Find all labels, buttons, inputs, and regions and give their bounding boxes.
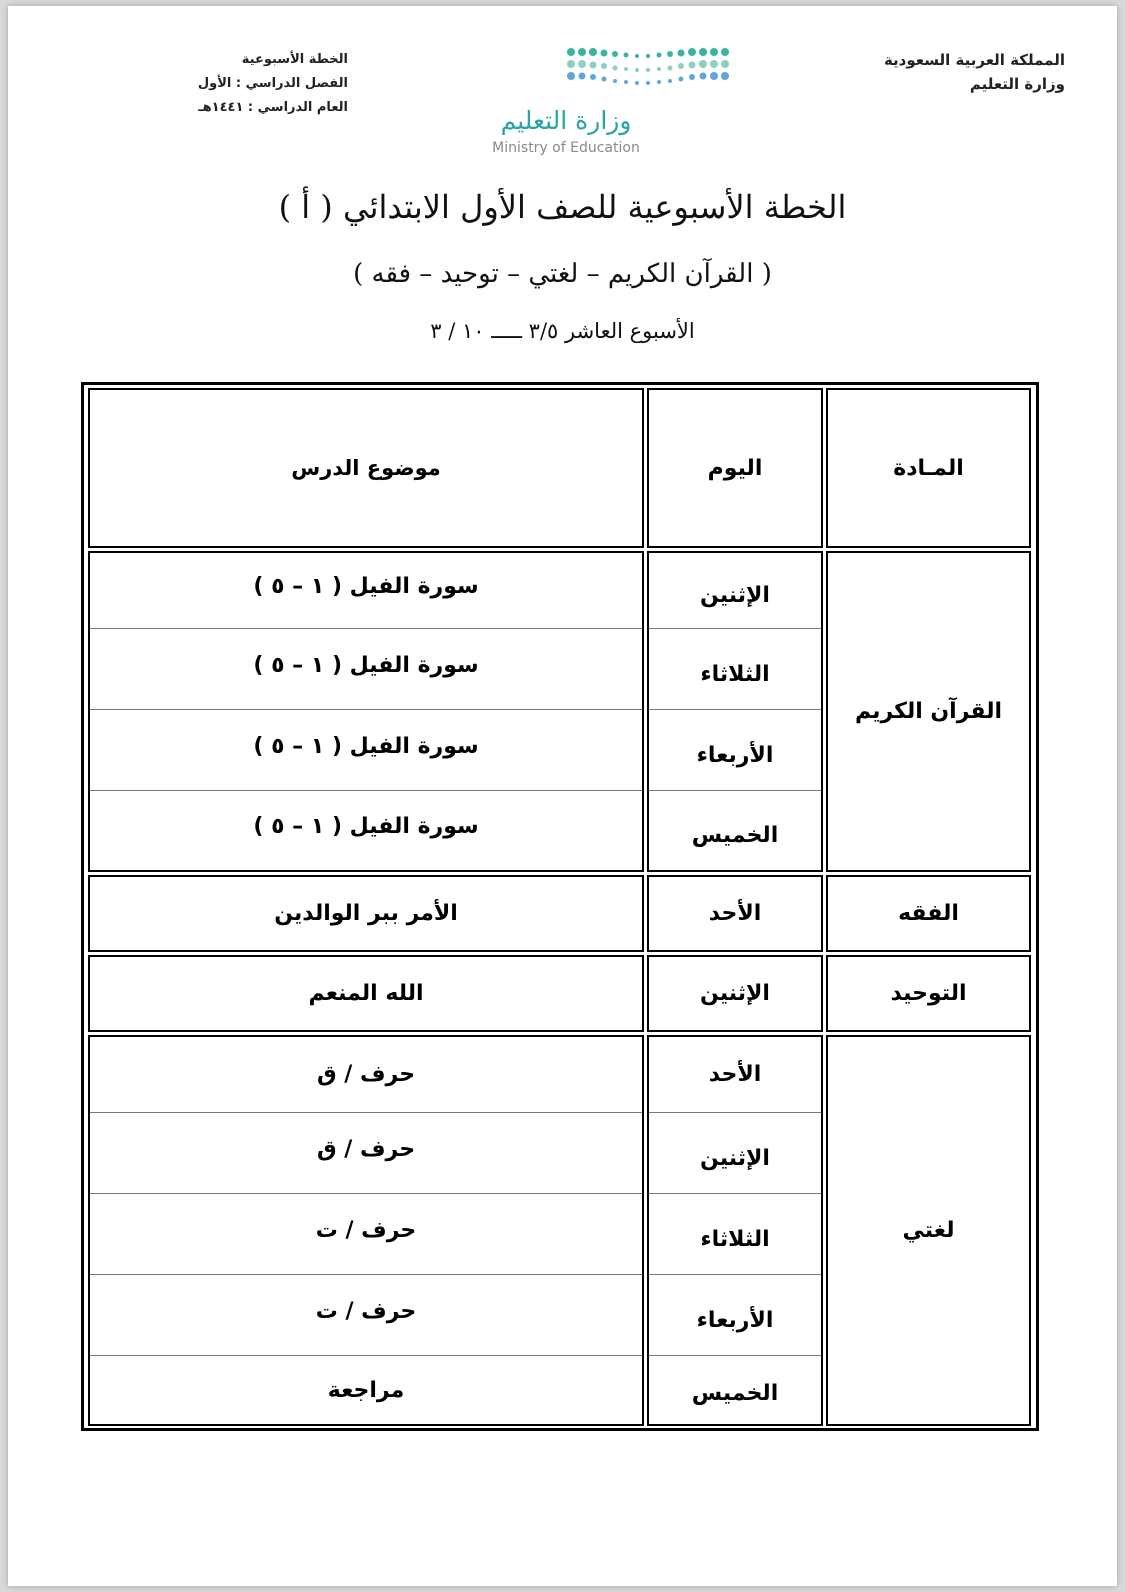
page-subtitle: ( القرآن الكريم – لغتي – توحيد – فقه )	[353, 259, 772, 289]
header-subject: المـادة	[893, 455, 964, 481]
day-cell: الخميس	[691, 1380, 779, 1406]
day-cell: الأربعاء	[696, 742, 774, 768]
subject-lughati: لغتي	[902, 1218, 955, 1243]
plan-label: الخطة الأسبوعية	[241, 52, 348, 67]
semester-label: الفصل الدراسي : الأول	[197, 76, 348, 91]
topic-cell: حرف / ق	[316, 1136, 416, 1162]
subject-tawheed: التوحيد	[890, 981, 967, 1006]
document-page	[8, 6, 1117, 1586]
header-left-block	[148, 48, 348, 120]
day-cell: الأربعاء	[696, 1307, 774, 1333]
page-title: الخطة الأسبوعية للصف الأول الابتدائي ( أ )	[278, 188, 847, 226]
topic-cell: سورة الفيل ( ١ – ٥ )	[253, 733, 479, 759]
day-cell: الأحد	[708, 901, 762, 926]
day-cell: الثلاثاء	[700, 1226, 770, 1252]
day-cell: الثلاثاء	[700, 661, 770, 687]
header-day: اليوم	[707, 455, 763, 481]
day-cell: الإثنين	[700, 1145, 770, 1171]
topic-cell: سورة الفيل ( ١ – ٥ )	[253, 814, 479, 839]
kingdom-label: المملكة العربية السعودية	[883, 51, 1065, 69]
header-right-block	[805, 48, 1065, 96]
subject-quran: القرآن الكريم	[854, 699, 1003, 724]
topic-cell: سورة الفيل ( ١ – ٥ )	[253, 574, 479, 599]
topic-cell: الأمر ببر الوالدين	[274, 901, 458, 926]
ministry-logo	[446, 42, 756, 162]
topic-cell: مراجعة	[327, 1377, 405, 1403]
day-cell: الأحد	[708, 1062, 762, 1087]
topic-cell: حرف / ت	[315, 1217, 417, 1243]
day-cell: الإثنين	[700, 583, 770, 608]
header-topic: موضوع الدرس	[291, 456, 441, 480]
week-label: الأسبوع العاشر ٣/٥ ـــــ ١٠ / ٣	[430, 319, 695, 343]
weekly-plan-table	[81, 382, 1039, 1431]
year-label: العام الدراسي : ١٤٤١هـ	[198, 100, 348, 115]
topic-cell: سورة الفيل ( ١ – ٥ )	[253, 652, 479, 678]
logo-english-text: Ministry of Education	[492, 140, 640, 156]
logo-dots-icon	[446, 42, 756, 92]
subject-fiqh: الفقه	[898, 901, 959, 926]
ministry-label: وزارة التعليم	[969, 75, 1065, 93]
day-cell: الخميس	[691, 823, 779, 848]
topic-cell: الله المنعم	[308, 981, 424, 1006]
day-cell: الإثنين	[700, 981, 770, 1006]
topic-cell: حرف / ت	[315, 1298, 417, 1324]
logo-arabic-text: وزارة التعليم	[500, 106, 632, 135]
topic-cell: حرف / ق	[316, 1062, 416, 1087]
